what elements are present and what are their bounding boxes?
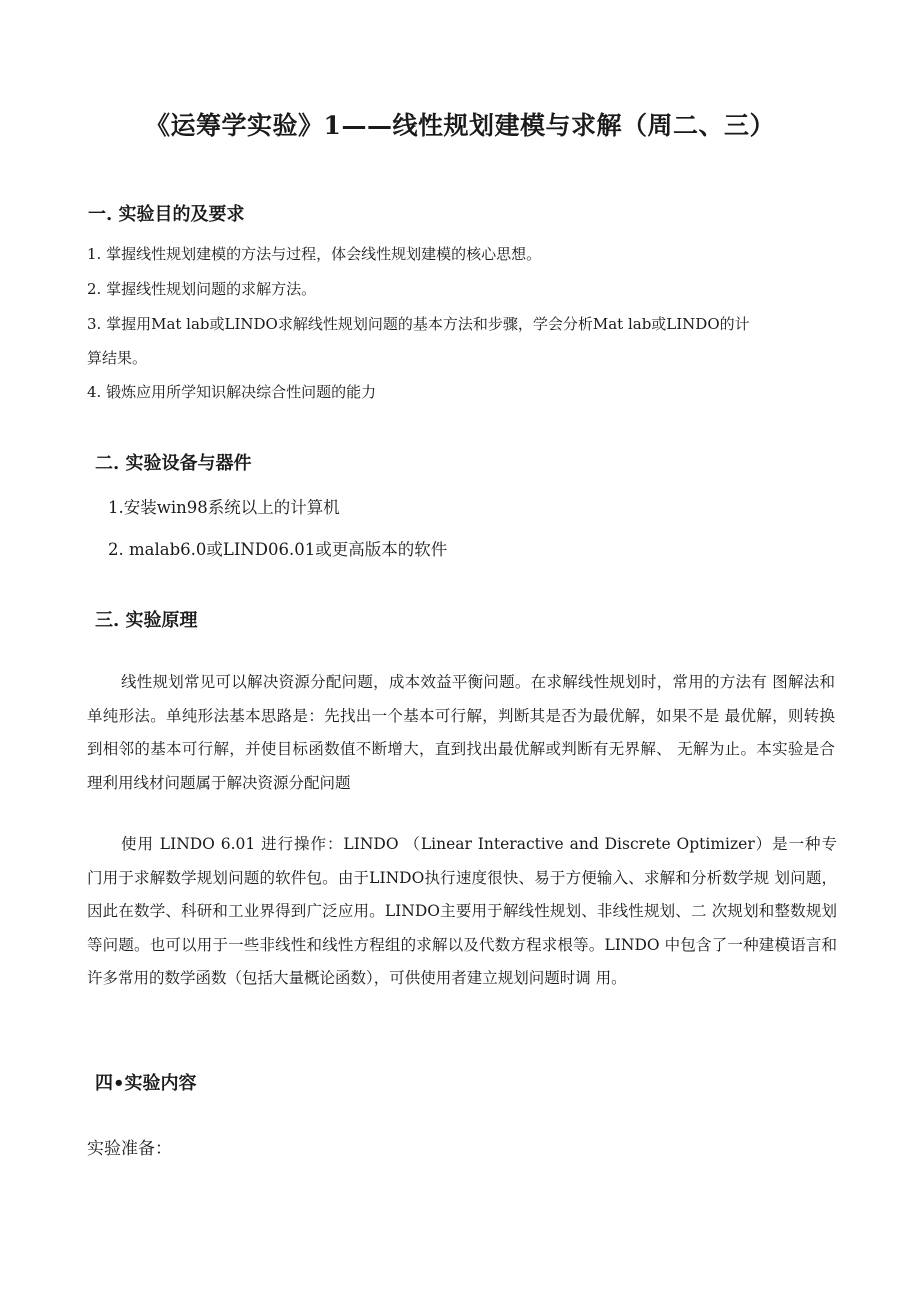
section-1-item-4: 4. 锻炼应用所学知识解决综合性问题的能力 <box>87 383 377 401</box>
section-3-paragraph-2: 使用 LINDO 6.01 进行操作：LINDO （Linear Interactive and Discrete Optimizer）是一种专 门用于求解数学规划问题的软件包。由于LINDO执行速度很快、易于方便输入、求解和分析数学规 划问题，因此在数学、科研和工业界得到广泛应用。LINDO主要用于解线性规划、非线性规划、二 次规划和整数规划等问题。也可以用于一些非线性和线性方程组的求解以及代数方程求根等。LINDO 中包含了一种建模语言和许多常用的数学函数（包括大量概论函数），可供使用者建立规划问题时调 用。 <box>87 835 837 987</box>
section-1-item-1: 1. 掌握线性规划建模的方法与过程，体会线性规划建模的核心思想。 <box>87 245 542 263</box>
section-3-paragraph-1: 线性规划常见可以解决资源分配问题，成本效益平衡问题。在求解线性规划时，常用的方法有 图解法和单纯形法。单纯形法基本思路是：先找出一个基本可行解，判断其是否为最优解，如果不是 最优解，则转换到相邻的基本可行解，并使目标函数值不断增大，直到找出最优解或判断有无界解、 无解为止。本实验是合理利用线材问题属于解决资源分配问题 <box>87 673 835 792</box>
section-4-heading: 四•实验内容 <box>95 1073 197 1094</box>
section-1-heading: 一. 实验目的及要求 <box>88 204 245 225</box>
section-1-item-3-cont: 算结果。 <box>87 349 148 367</box>
section-4-label: 实验准备： <box>87 1139 172 1159</box>
section-1-item-2: 2. 掌握线性规划问题的求解方法。 <box>87 280 317 298</box>
document-title: 《运筹学实验》1——线性规划建模与求解（周二、三） <box>145 111 775 140</box>
section-1-item-3: 3. 掌握用Mat lab或LINDO求解线性规划问题的基本方法和步骤，学会分析Mat lab或LINDO的计 <box>87 315 750 333</box>
section-2-item-2: 2. malab6.0或LIND06.01或更高版本的软件 <box>108 540 448 559</box>
section-3-heading: 三. 实验原理 <box>95 610 198 631</box>
section-2-heading: 二. 实验设备与器件 <box>95 453 252 474</box>
section-2-item-1: 1.安装win98系统以上的计算机 <box>108 498 340 517</box>
